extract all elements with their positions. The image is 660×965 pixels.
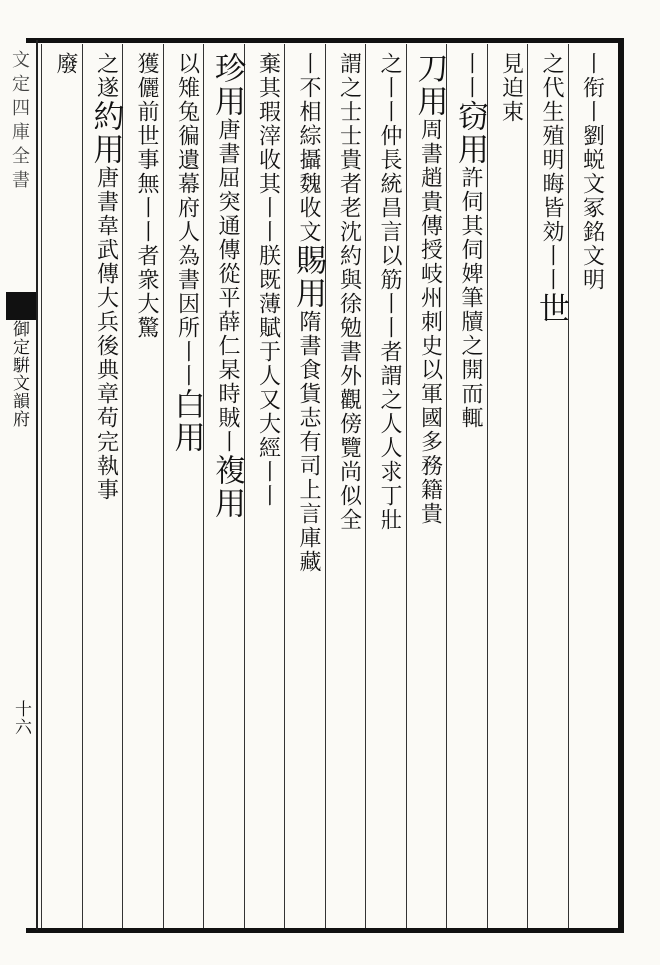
column-text: 丨不相綜攝魏收文 bbox=[296, 52, 321, 244]
text-column bbox=[495, 52, 527, 922]
column-rule bbox=[82, 44, 83, 928]
text-column bbox=[411, 52, 448, 922]
text-column bbox=[454, 52, 486, 922]
text-column bbox=[373, 52, 405, 922]
headword: 世 bbox=[533, 292, 569, 325]
text-column bbox=[87, 52, 124, 922]
fishtail-mark bbox=[6, 292, 36, 320]
text-column bbox=[292, 52, 324, 922]
page-number: 十六 bbox=[11, 700, 31, 736]
text-column bbox=[168, 52, 205, 922]
headword: 複 bbox=[209, 454, 245, 487]
right-border bbox=[618, 38, 624, 933]
column-rule bbox=[487, 44, 488, 928]
headword: 珍 bbox=[209, 52, 245, 85]
text-column bbox=[130, 52, 162, 922]
text-column bbox=[252, 52, 284, 922]
column-text: 以雉兔徧遺幕府人為書因所丨丨 bbox=[174, 52, 200, 388]
column-rule bbox=[325, 44, 326, 928]
column-text: 之代生殖明晦皆効丨丨 bbox=[539, 52, 564, 292]
headword: 用 bbox=[209, 85, 245, 118]
text-column bbox=[535, 52, 567, 922]
column-rule bbox=[568, 44, 569, 928]
column-rule bbox=[163, 44, 164, 928]
top-border bbox=[26, 38, 624, 43]
column-rule bbox=[122, 44, 123, 928]
column-rule bbox=[41, 44, 42, 928]
headword: 用 bbox=[87, 133, 124, 166]
column-text: 丨丨 bbox=[458, 52, 483, 100]
column-text: 丨衔丨劉蜕文冢銘文明 bbox=[579, 52, 605, 292]
column-text: 唐書屈突通傳從平薛仁杲時賊丨 bbox=[215, 118, 240, 454]
margin-header: 文定四庫全書 bbox=[9, 50, 30, 194]
text-column bbox=[49, 52, 81, 922]
column-text: 見迫束 bbox=[498, 52, 524, 124]
headword: 白 bbox=[168, 388, 205, 421]
margin-rule bbox=[36, 40, 38, 930]
column-rule bbox=[284, 44, 285, 928]
column-rule bbox=[365, 44, 366, 928]
column-text: 之遂 bbox=[93, 52, 119, 100]
column-text: 棄其瑕滓收其丨丨朕既薄賦于人又大經丨丨 bbox=[255, 52, 281, 508]
column-text: 謂之士士貴者老沈約與徐勉書外觀傍覽尚似全 bbox=[336, 52, 362, 532]
headword: 約 bbox=[87, 100, 124, 133]
headword: 刀 bbox=[411, 52, 448, 85]
column-text: 唐書韋武傳大兵後典章苟完執事 bbox=[93, 166, 119, 502]
column-text: 隋書食貨志有司上言庫藏 bbox=[296, 310, 321, 574]
text-column bbox=[333, 52, 365, 922]
column-text: 周書趙貴傳授岐州刺史以軍國多務籍貴 bbox=[417, 118, 443, 526]
text-column bbox=[211, 52, 243, 922]
headword: 窃 bbox=[452, 100, 488, 133]
headword: 賜 bbox=[290, 244, 326, 277]
column-text: 之丨丨仲長統昌言以筋丨丨者謂之人人求丁壯 bbox=[377, 52, 402, 532]
headword: 用 bbox=[411, 85, 448, 118]
column-text: 廢 bbox=[53, 52, 78, 76]
headword: 用 bbox=[452, 133, 488, 166]
headword: 用 bbox=[168, 421, 205, 454]
column-text: 許伺其伺婢筆牘之開而輒 bbox=[458, 166, 483, 430]
column-rule bbox=[446, 44, 447, 928]
headword: 用 bbox=[290, 277, 326, 310]
text-column bbox=[576, 52, 608, 922]
column-text: 獲儷前世事無丨丨者衆大驚 bbox=[134, 52, 159, 340]
column-rule bbox=[527, 44, 528, 928]
margin-book-title: 御定騈文韻府 bbox=[9, 320, 29, 428]
column-rule bbox=[203, 44, 204, 928]
bottom-border bbox=[26, 928, 624, 933]
headword: 用 bbox=[209, 487, 245, 520]
column-rule bbox=[406, 44, 407, 928]
